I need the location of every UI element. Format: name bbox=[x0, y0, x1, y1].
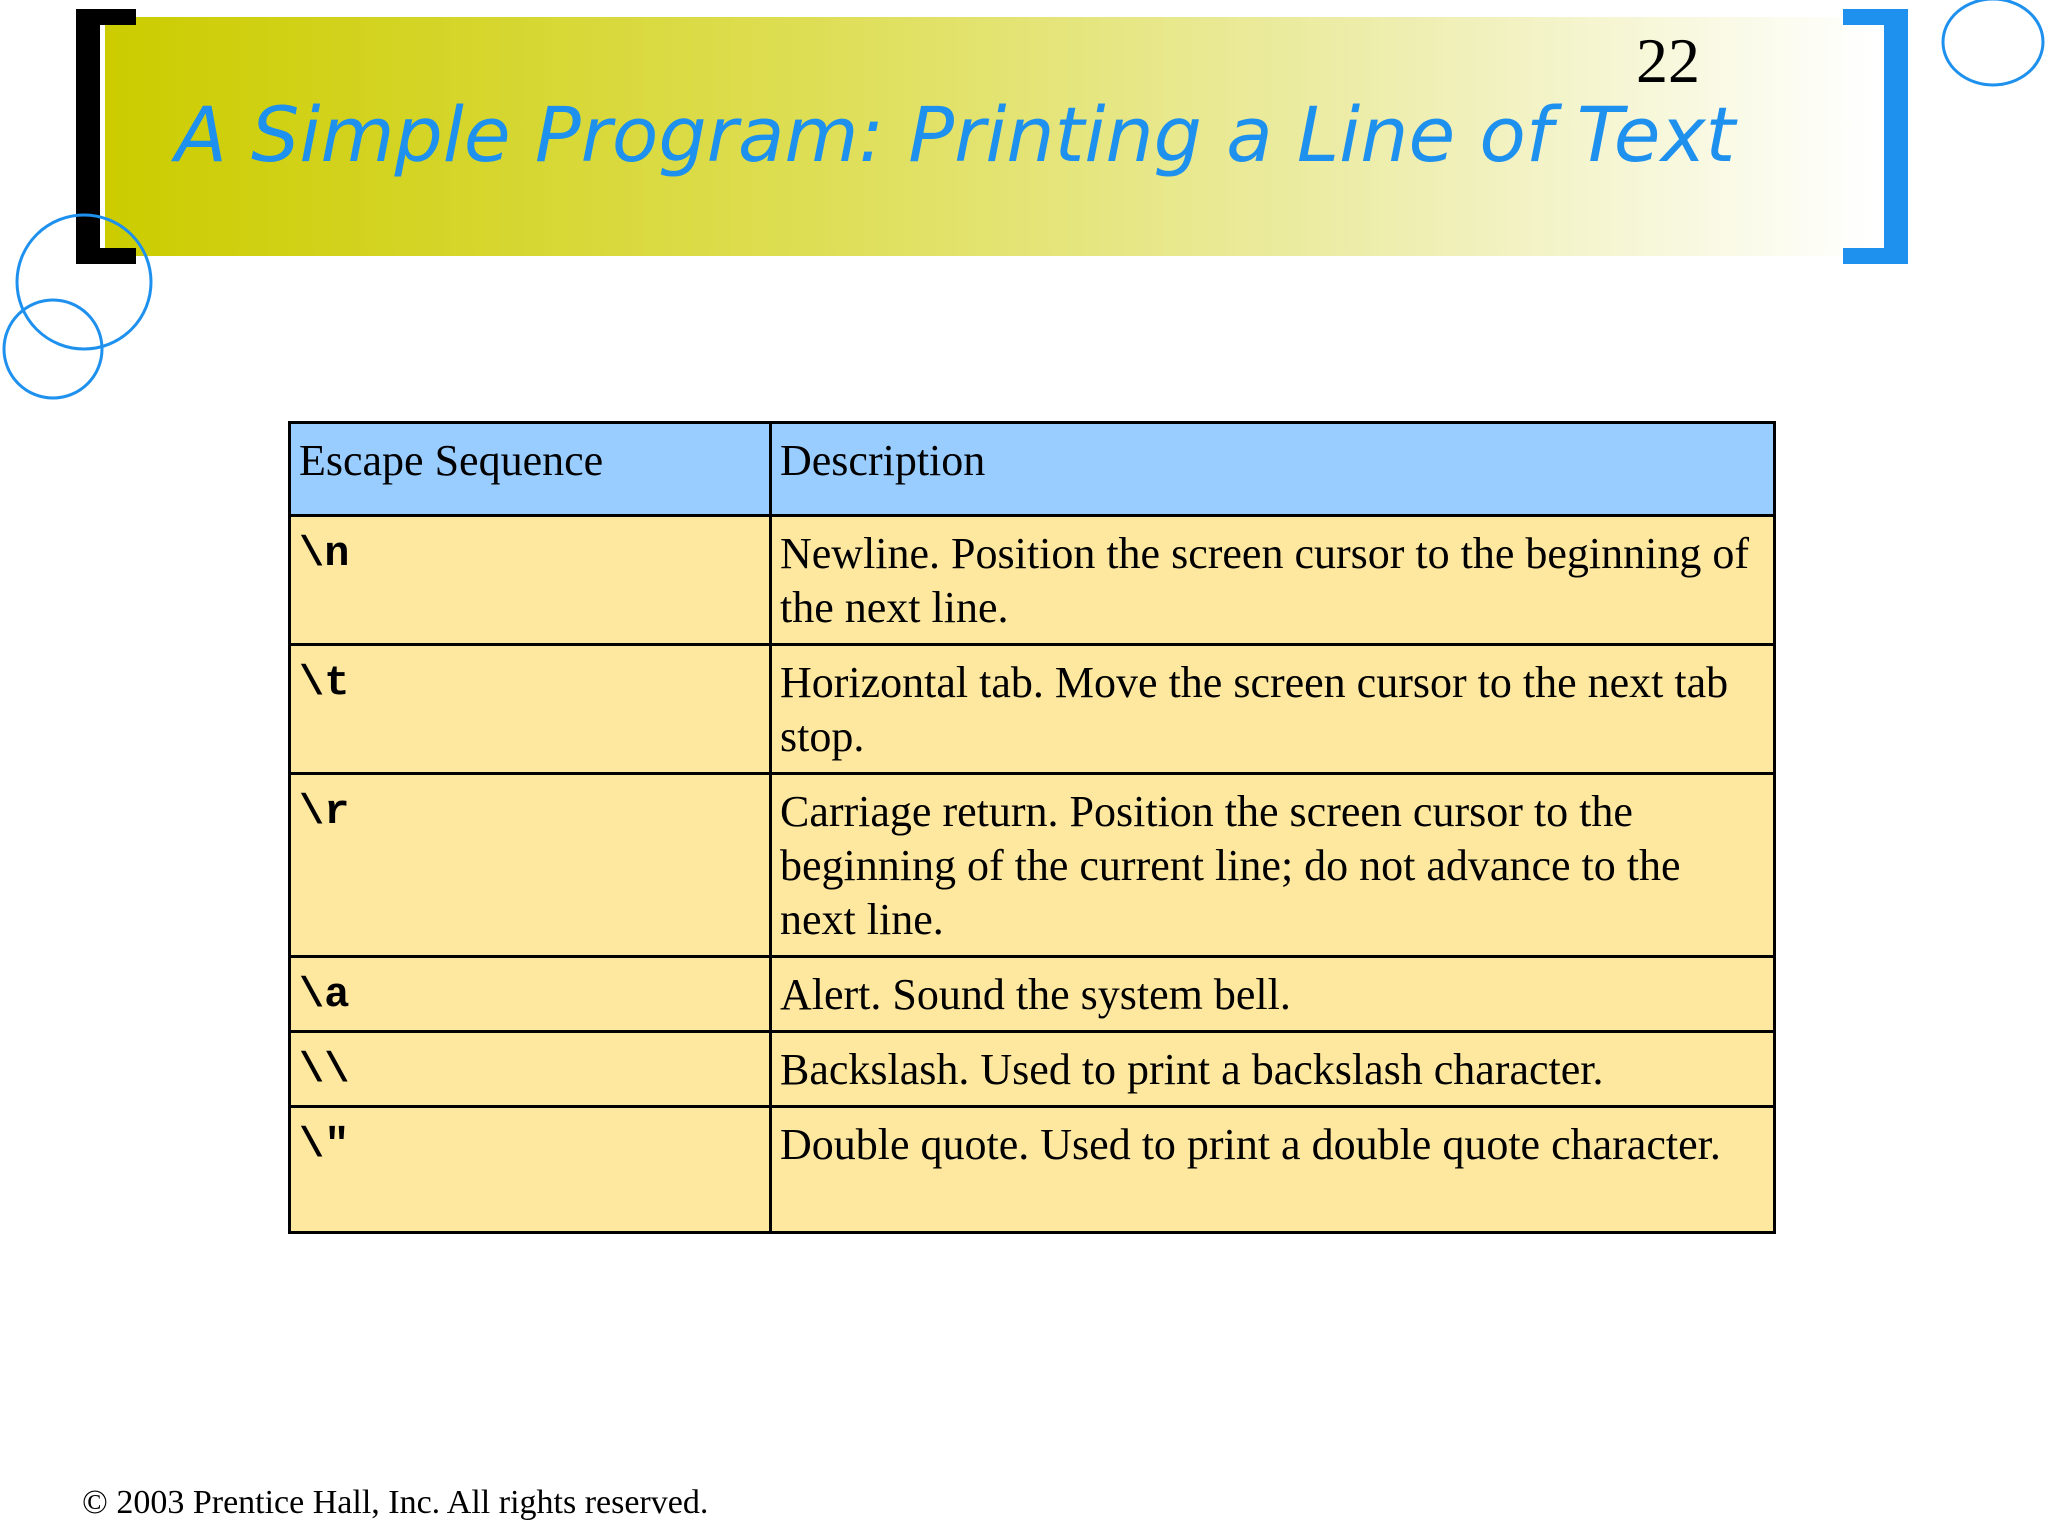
slide-number: 22 bbox=[1636, 25, 1700, 96]
left-bracket-bar bbox=[76, 9, 100, 264]
left-bracket-top bbox=[76, 9, 136, 25]
copyright-footer: © 2003 Prentice Hall, Inc. All rights reserved. bbox=[82, 1484, 709, 1521]
description-cell: Backslash. Used to print a backslash character. bbox=[771, 1032, 1775, 1107]
sequence-cell: \a bbox=[290, 957, 771, 1032]
description-cell: Carriage return. Position the screen cursor to the beginning of the current line; do not advance to the next line. bbox=[771, 774, 1775, 957]
table-row bbox=[290, 645, 1775, 774]
left-bracket-bottom bbox=[76, 248, 136, 264]
description-cell: Double quote. Used to print a double quote character. bbox=[771, 1107, 1775, 1233]
escape-sequence-table bbox=[288, 421, 1776, 1234]
table-row bbox=[290, 957, 1775, 1032]
table-header-row bbox=[290, 423, 1775, 516]
description-cell: Newline. Position the screen cursor to the beginning of the next line. bbox=[771, 516, 1775, 645]
description-cell: Alert. Sound the system bell. bbox=[771, 957, 1775, 1032]
right-bracket-bar bbox=[1884, 9, 1908, 264]
sequence-cell: \" bbox=[290, 1107, 771, 1233]
deco-circle-right bbox=[1943, 0, 2043, 85]
sequence-cell: \n bbox=[290, 516, 771, 645]
table-row bbox=[290, 774, 1775, 957]
table-row bbox=[290, 516, 1775, 645]
sequence-cell: \\ bbox=[290, 1032, 771, 1107]
table-row bbox=[290, 1107, 1775, 1233]
right-bracket-top bbox=[1843, 9, 1908, 25]
description-cell: Horizontal tab. Move the screen cursor to the next tab stop. bbox=[771, 645, 1775, 774]
header-escape-sequence: Escape Sequence bbox=[290, 423, 771, 516]
slide-title: A Simple Program: Printing a Line of Text bbox=[175, 90, 1736, 179]
table-row bbox=[290, 1032, 1775, 1107]
right-bracket-bottom bbox=[1843, 248, 1908, 264]
deco-circle-left-small bbox=[4, 300, 102, 398]
header-description: Description bbox=[771, 423, 1775, 516]
sequence-cell: \t bbox=[290, 645, 771, 774]
sequence-cell: \r bbox=[290, 774, 771, 957]
